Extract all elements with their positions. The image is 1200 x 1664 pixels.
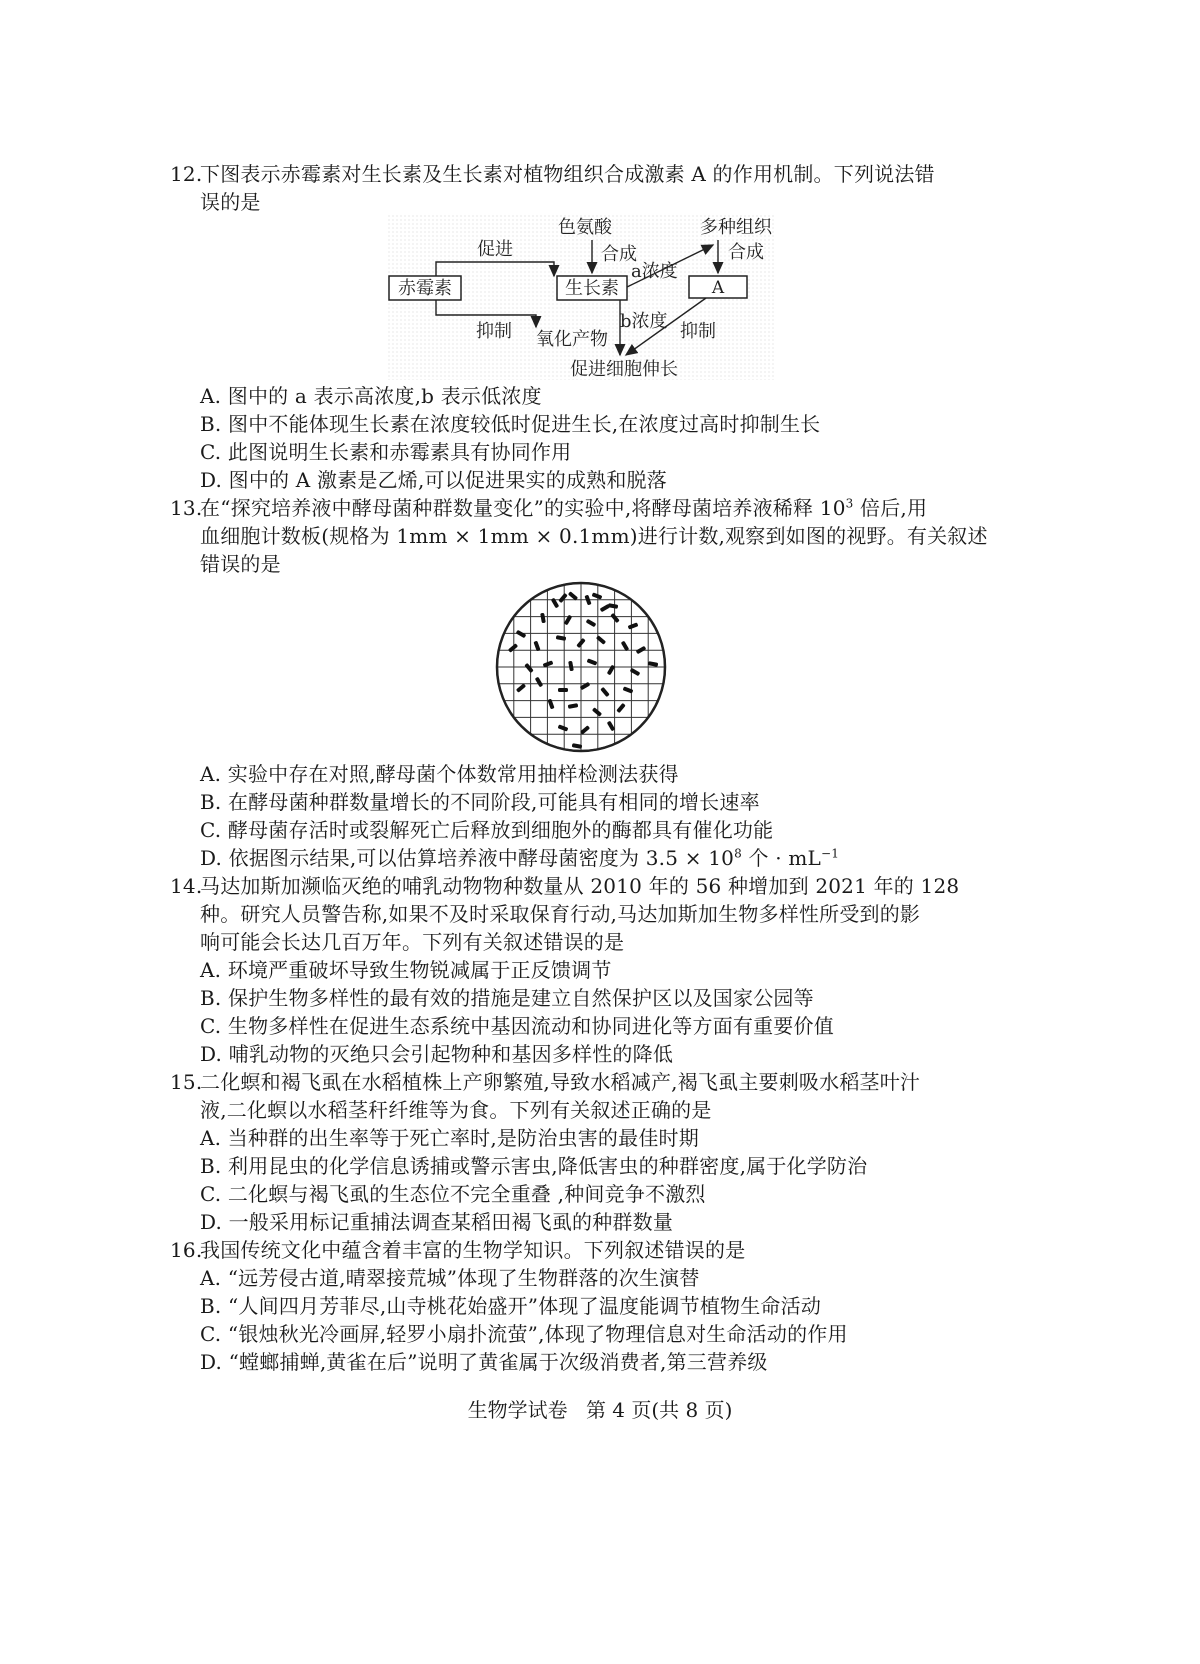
question-number: 14. [170, 874, 203, 898]
question-number: 15. [170, 1070, 203, 1094]
question-13-option-b: B. 在酵母菌种群数量增长的不同阶段,可能具有相同的增长速率 [200, 790, 760, 814]
question-13-line-2: 血细胞计数板(规格为 1mm × 1mm × 0.1mm)进行计数,观察到如图的视野。有关叙述 [200, 524, 988, 548]
question-12-line-1: 12.下图表示赤霉素对生长素及生长素对植物组织合成激素 A 的作用机制。下列说法错 [170, 162, 935, 186]
question-number: 12. [170, 162, 203, 186]
hormone-mechanism-diagram [388, 215, 776, 380]
question-15-line-1: 15.二化螟和褐飞虱在水稻植株上产卵繁殖,导致水稻减产,褐飞虱主要刺吸水稻茎叶汁 [170, 1070, 921, 1094]
question-16-option-c: C. “银烛秋光冷画屏,轻罗小扇扑流萤”,体现了物理信息对生命活动的作用 [200, 1322, 848, 1346]
counting-grid [493, 578, 669, 756]
question-12-option-a: A. 图中的 a 表示高浓度,b 表示低浓度 [200, 384, 542, 408]
question-16-option-a: A. “远芳侵古道,晴翠接荒城”体现了生物群落的次生演替 [200, 1266, 700, 1290]
hormone-a-label: A [711, 278, 725, 298]
question-13-line-3: 错误的是 [200, 552, 281, 576]
footer-subject: 生物学试卷 [467, 1398, 568, 1422]
inhibit-label-1: 抑制 [476, 321, 512, 342]
question-12-line-2: 误的是 [200, 190, 261, 214]
question-14-line-1: 14.马达加斯加濒临灭绝的哺乳动物物种数量从 2010 年的 56 种增加到 2021 年的 128 [170, 874, 960, 898]
question-14-option-a: A. 环境严重破坏导致生物锐减属于正反馈调节 [200, 958, 612, 982]
yeast-cell [558, 688, 568, 692]
question-16-line-1: 16.我国传统文化中蕴含着丰富的生物学知识。下列叙述错误的是 [170, 1238, 746, 1262]
question-14-option-d: D. 哺乳动物的灭绝只会引起物种和基因多样性的降低 [200, 1042, 674, 1066]
question-14-option-c: C. 生物多样性在促进生态系统中基因流动和协同进化等方面有重要价值 [200, 1014, 834, 1038]
question-number: 16. [170, 1238, 203, 1262]
question-12-option-d: D. 图中的 A 激素是乙烯,可以促进果实的成熟和脱落 [200, 468, 667, 492]
a-concentration-label: a浓度 [631, 261, 678, 282]
question-12-option-b: B. 图中不能体现生长素在浓度较低时促进生长,在浓度过高时抑制生长 [200, 412, 821, 436]
question-number: 13. [170, 496, 203, 520]
synthesis-label-2: 合成 [728, 242, 764, 263]
question-16-option-b: B. “人间四月芳菲尽,山寺桃花始盛开”体现了温度能调节植物生命活动 [200, 1294, 822, 1318]
question-13-option-c: C. 酵母菌存活时或裂解死亡后释放到细胞外的酶都具有催化功能 [200, 818, 774, 842]
question-15-option-d: D. 一般采用标记重捕法调查某稻田褐飞虱的种群数量 [200, 1210, 674, 1234]
question-13-line-1: 13.在“探究培养液中酵母菌种群数量变化”的实验中,将酵母菌培养液稀释 $10^3$ 倍后,用 [170, 496, 928, 520]
question-13-option-d: D. 依据图示结果,可以估算培养液中酵母菌密度为 $3.5 \times 10^8$ 个 · $mL^{-1}$ [200, 846, 840, 870]
question-13-option-a: A. 实验中存在对照,酵母菌个体数常用抽样检测法获得 [200, 762, 679, 786]
question-15-line-2: 液,二化螟以水稻茎秆纤维等为食。下列有关叙述正确的是 [200, 1098, 712, 1122]
question-15-option-c: C. 二化螟与褐飞虱的生态位不完全重叠 ,种间竞争不激烈 [200, 1182, 706, 1206]
hemocytometer-view [493, 578, 669, 756]
auxin-label: 生长素 [565, 278, 619, 299]
b-concentration-label: b浓度 [620, 311, 668, 332]
tryptophan-label: 色氨酸 [558, 217, 612, 238]
promote-label: 促进 [477, 239, 513, 260]
inhibit-label-2: 抑制 [680, 321, 716, 342]
synthesis-label-1: 合成 [601, 244, 637, 265]
question-15-option-b: B. 利用昆虫的化学信息诱捕或警示害虫,降低害虫的种群密度,属于化学防治 [200, 1154, 868, 1178]
tissues-label: 多种组织 [700, 217, 772, 238]
cell-elongation-label: 促进细胞伸长 [570, 359, 678, 380]
page-footer [0, 1396, 1200, 1424]
question-14-line-2: 种。研究人员警告称,如果不及时采取保育行动,马达加斯加生物多样性所受到的影 [200, 902, 921, 926]
gibberellin-label: 赤霉素 [398, 278, 452, 299]
question-14-option-b: B. 保护生物多样性的最有效的措施是建立自然保护区以及国家公园等 [200, 986, 814, 1010]
oxidation-products-label: 氧化产物 [536, 329, 608, 350]
footer-page-number: 第 4 页(共 8 页) [585, 1398, 733, 1422]
question-14-line-3: 响可能会长达几百万年。下列有关叙述错误的是 [200, 930, 625, 954]
question-12-option-c: C. 此图说明生长素和赤霉素具有协同作用 [200, 440, 572, 464]
question-15-option-a: A. 当种群的出生率等于死亡率时,是防治虫害的最佳时期 [200, 1126, 699, 1150]
question-16-option-d: D. “螳螂捕蝉,黄雀在后”说明了黄雀属于次级消费者,第三营养级 [200, 1350, 768, 1374]
